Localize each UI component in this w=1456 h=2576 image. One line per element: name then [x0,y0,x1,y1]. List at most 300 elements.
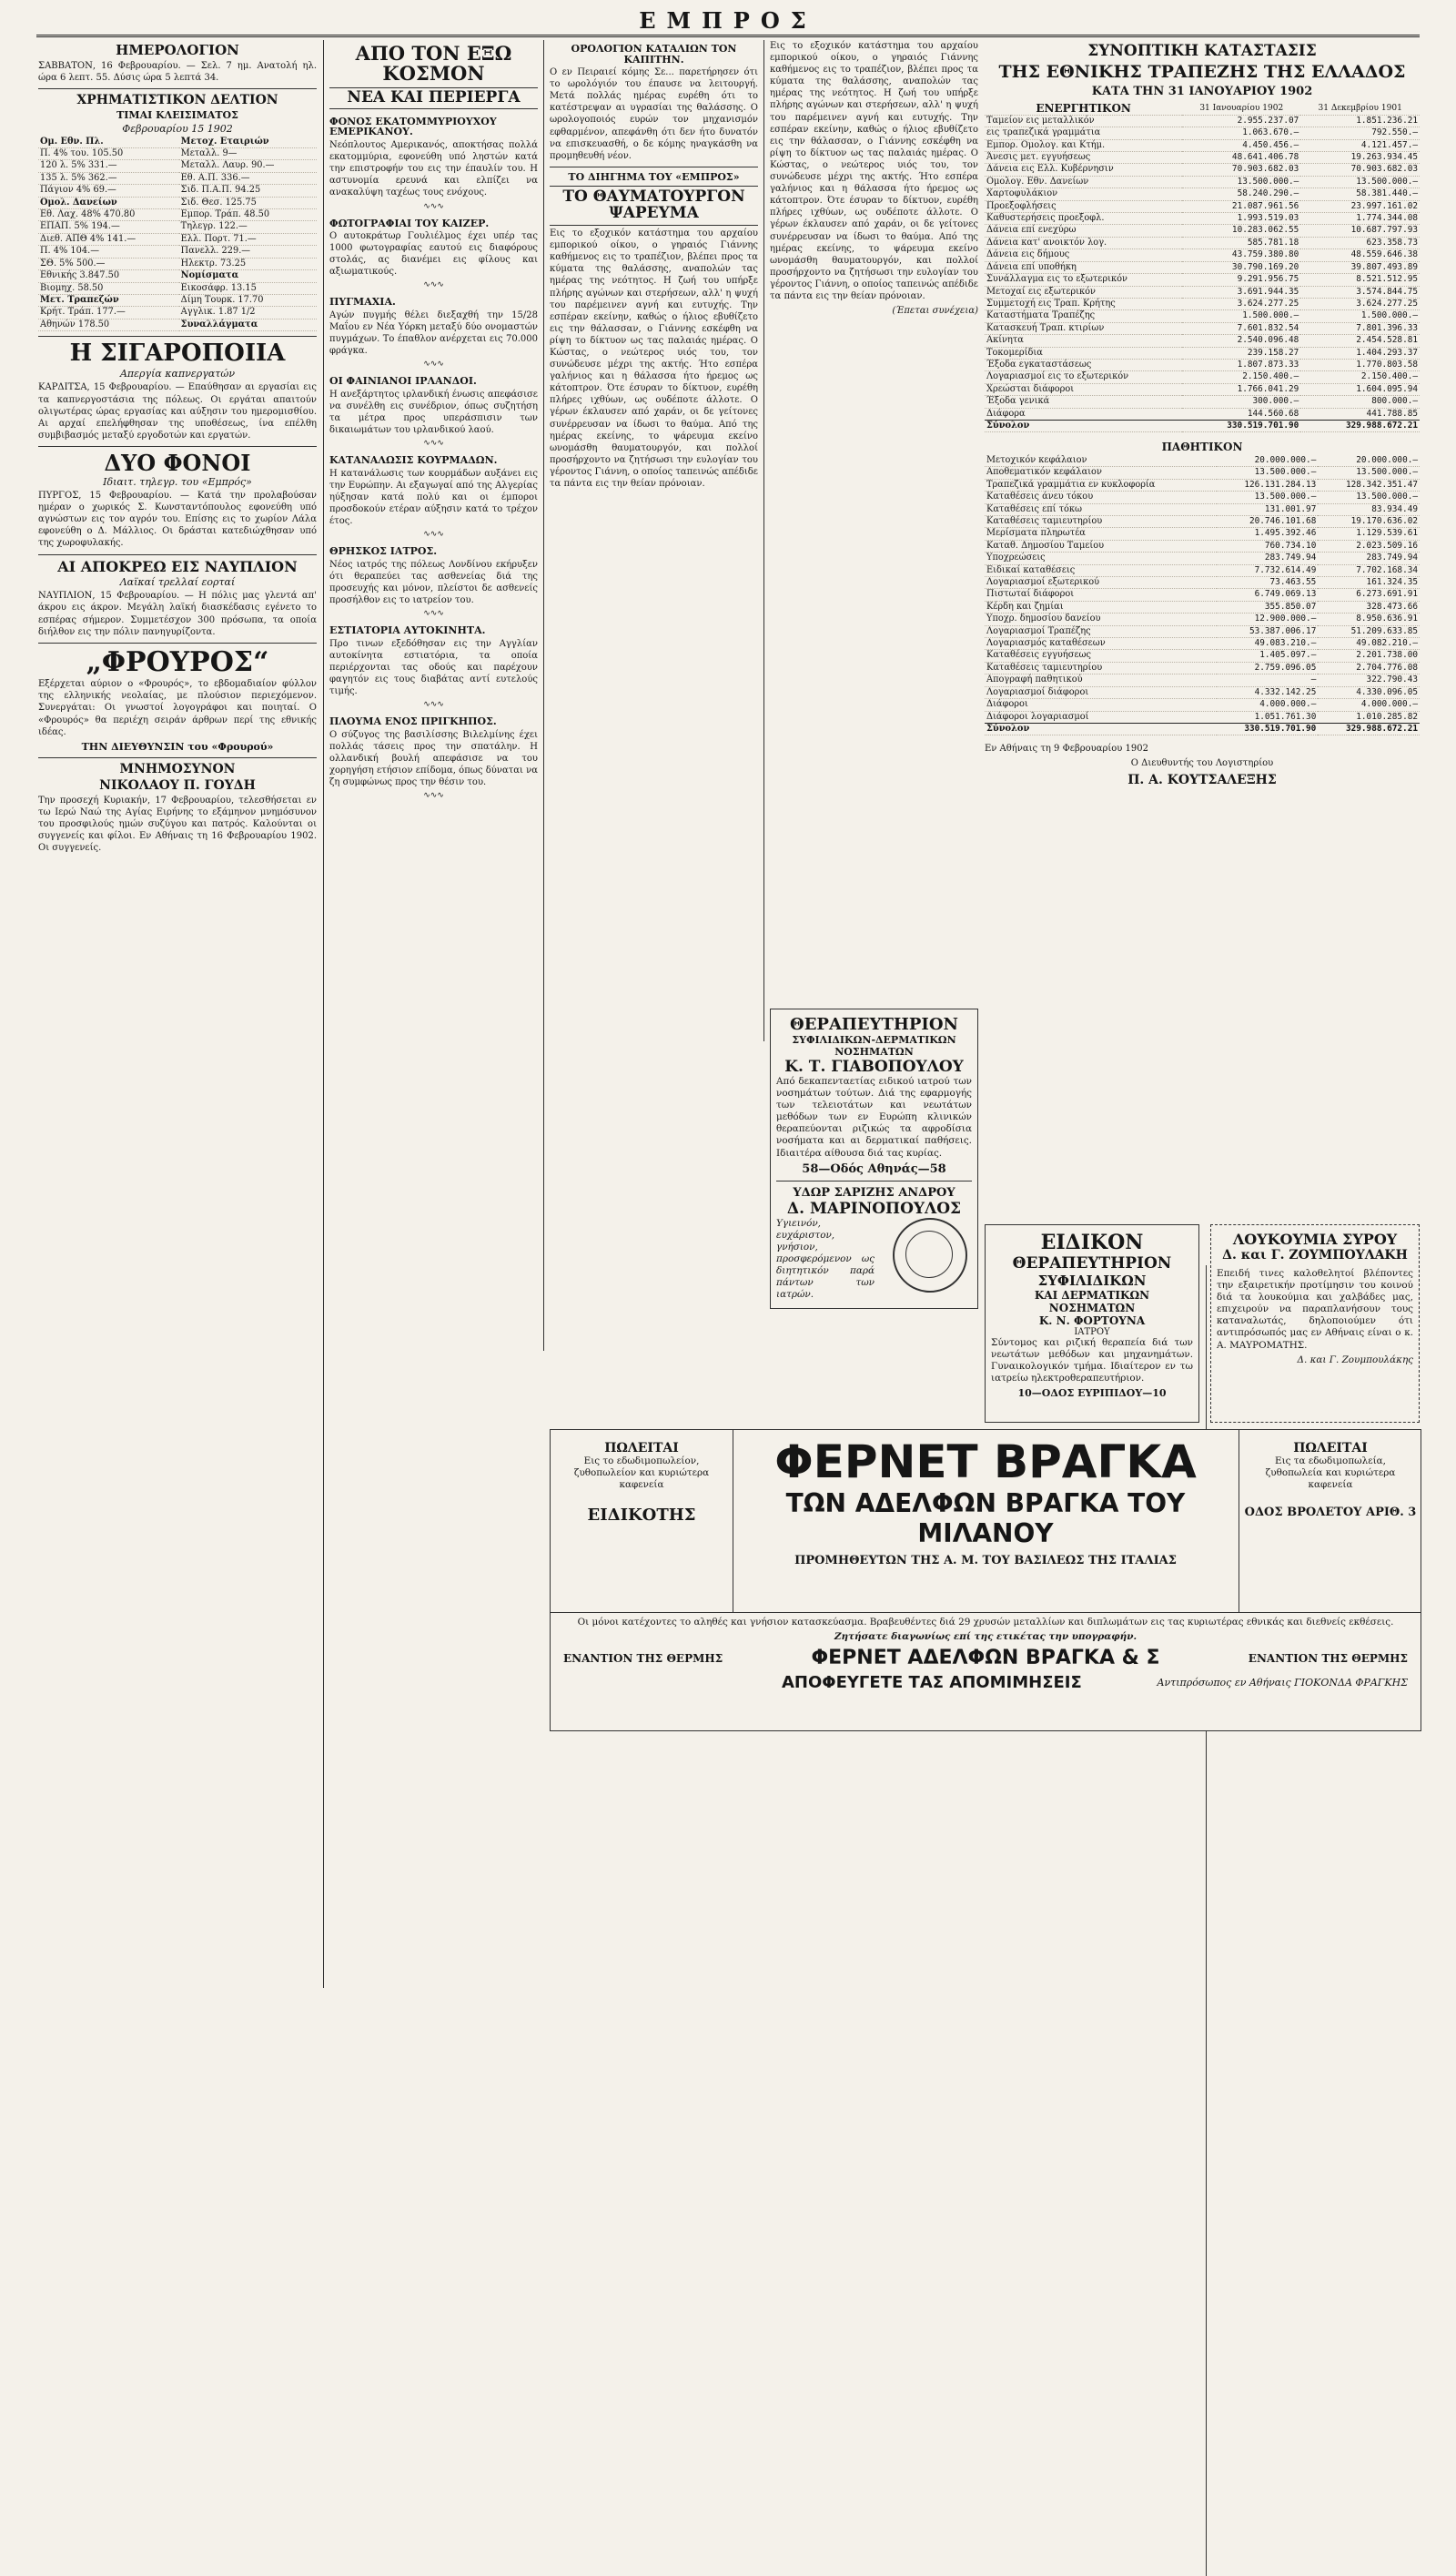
balance-row [985,540,1420,552]
balance-row [985,164,1420,176]
finance-cell: Ηλεκτρ. 73.25 [179,258,317,269]
balance-cell: Έξοδα εγκαταστάσεως [985,359,1182,370]
balance-cell: 13.500.000.— [1300,176,1420,188]
balance-cell: 1.500.000.— [1182,310,1300,322]
finance-row [38,209,317,221]
balance-cell: 4.121.457.— [1300,139,1420,151]
fernet-opposite-left: ΕΝΑΝΤΙΟΝ ΤΗΣ ΘΕΡΜΗΣ [563,1651,723,1665]
balance-cell: 131.001.97 [1217,503,1319,515]
balance-row [985,625,1420,637]
balance-cell: 585.781.18 [1182,237,1300,248]
balance-total-cell: Σύνολον [985,723,1217,735]
balance-cell: 12.900.000.— [1217,614,1319,625]
balance-row [985,225,1420,237]
column-3 [550,40,758,1041]
fernet-bottom [551,1612,1421,1730]
balance-cell: Μετοχικόν κεφάλαιον [985,455,1217,467]
balance-cell: 623.358.73 [1300,237,1420,248]
balance-cell: Έξοδα γενικά [985,396,1182,408]
ornament-divider-icon: ∿∿∿ [423,609,444,619]
balance-row [985,347,1420,359]
separator [38,336,317,337]
finance-cell: Εθ. Λαχ. 48% 470.80 [38,209,179,221]
clinic-fortouna-ad [985,1224,1199,1423]
balance-cell: Ειδικαί καταθέσεις [985,564,1217,576]
story-body: Εις το εξοχικόν κατάστημα του αρχαίου εμπορικού οίκου, ο γηραιός Γιάννης καθήμενος εις το τραπέζιον, βλέπει προς τα κύματα της θαλάσσης, αναπολών τας ημέρας της νεότητος. Η ζωή του υπήρξε πλήρης αγώνων και στερήσεων, αλλ' η ψυχή του παρέμεινεν αγνή και ευτυχής. Την εσπέραν εκείνην, καθώς ο ήλιος εβυθίζετο εις την θάλασσαν, ο Γιάννης εσκέφθη να ρίψη το δίκτυον ως τας παλαιάς ημέρας. Ο Κώστας, ο νεώτερος υιός του, τον συνώδευσε μέχρι της ακτής. Ήτο εσπέρα γαλήνιος και η θάλασσα ήτο ήρεμος ως κάτοπτρον. Ότε έσυραν το δίκτυον, ευρέθη πλήρες ιχθύων, ως ουδέποτε άλλοτε. Ο γέρων έκλαυσεν από χαράν, οι δε γείτονες συνέρρευσαν να ίδωσι το θαύμα. Από της ημέρας εκείνης, το ψάρευμα εκείνο ωνομάσθη θαυματουργόν, και πολλοί προσήρχοντο να ζητήσωσι την ευλογίαν του γέροντος Γιάννη, ο οποίος ταπεινώς απέδιδε τα πάντα εις την θείαν πρόνοιαν. [550,228,758,490]
fernet-sub: ΤΩΝ ΑΔΕΛΦΩΝ ΒΡΑΓΚΑ ΤΟΥ ΜΙΛΑΝΟΥ [785,1488,1186,1548]
balance-cell: Μετοχαί εις εξωτερικόν [985,286,1182,298]
balance-cell: Τραπεζικά γραμμάτια εν κυκλοφορία [985,479,1217,491]
sale-left [551,1430,733,1612]
sale2-title: ΠΩΛΕΙΤΑΙ [1293,1441,1368,1455]
balance-cell: 1.500.000.— [1300,310,1420,322]
balance-cell: 1.495.392.46 [1217,528,1319,540]
balance-cell: Προεξοφλήσεις [985,200,1182,212]
ornament-divider-icon: ∿∿∿ [423,530,444,540]
finance-row [38,172,317,184]
balance-heading-2: ΤΗΣ ΕΘΝΙΚΗΣ ΤΡΑΠΕΖΗΣ ΤΗΣ ΕΛΛΑΔΟΣ [998,61,1406,82]
sale1-brand: ΕΙΔΙΚΟΤΗΣ [587,1506,696,1526]
balance-row [985,298,1420,309]
finance-cell: Βιομηχ. 58.50 [38,282,179,294]
news-item-body: Ο αυτοκράτωρ Γουλιέλμος έχει υπέρ τας 1000 φωτογραφίας εαυτού εις διαφόρους στολάς, ας διανέμει εις φίλους και αξιωματικούς. [329,231,538,278]
balance-cell: Καταστήματα Τραπέζης [985,310,1182,322]
clinic1-sub: ΣΥΦΙΛΙΔΙΚΩΝ-ΔΕΡΜΑΤΙΚΩΝ ΝΟΣΗΜΑΤΩΝ [792,1034,956,1058]
fonoi-body: ΠΥΡΓΟΣ, 15 Φεβρουαρίου. — Κατά την προλαβούσαν ημέραν ο χωρικός Σ. Κωνσταντόπουλος εφονεύθη υπό αγνώστων εις τον αγρόν του. Επίσης εις το χωρίον Λάλα εφονεύθη ο Δ. Μάλλιος. Οι δράσται κατεδιώχθησαν υπό της χωροφυλακής. [38,491,317,549]
balance-cell: 83.934.49 [1318,503,1420,515]
news-item-title: ΦΩΤΟΓΡΑΦΙΑΙ ΤΟΥ ΚΑΙΖΕΡ. [329,217,490,229]
finance-row [38,233,317,245]
finance-cell: ΕΠΑΠ. 5% 194.— [38,221,179,233]
finance-cell: Μετοχ. Εταιριών [179,137,317,148]
balance-cell: 20.000.000.— [1318,455,1420,467]
finance-table [38,137,317,332]
balance-cell: Καταθέσεις ταμιευτηρίου [985,516,1217,528]
finance-cell: Σιδ. Θεσ. 125.75 [179,197,317,208]
finance-cell: Π. 4% του. 105.50 [38,148,179,160]
balance-row [985,492,1420,503]
balance-row [985,662,1420,674]
sweets-title: ΛΟΥΚΟΥΜΙΑ ΣΥΡΟΥ [1232,1231,1398,1248]
column-2 [329,40,538,1351]
liabilities-table [985,455,1420,735]
finance-row [38,319,317,330]
balance-cell: 1.129.539.61 [1318,528,1420,540]
balance-row [985,359,1420,370]
balance-cell: Υποχρεώσεις [985,553,1217,564]
balance-cell: 161.324.35 [1318,577,1420,589]
finance-cell: Εικοσάφρ. 13.15 [179,282,317,294]
balance-cell: 328.473.66 [1318,601,1420,613]
finance-cell: Νομίσματα [179,270,317,282]
separator [38,446,317,447]
balance-row [985,638,1420,650]
balance-cell: 2.023.509.16 [1318,540,1420,552]
news-item-body: Αγών πυγμής θέλει διεξαχθή την 15/28 Μαΐου εν Νέα Υόρκη μεταξύ δύο ονομαστών πυγμάχων. Το έπαθλον ανέρχεται εις 70.000 φράγκα. [329,309,538,357]
balance-cell: 1.851.236.21 [1300,115,1420,127]
balance-cell: 1.770.803.58 [1300,359,1420,370]
balance-cell: Συμμετοχή εις Τραπ. Κρήτης [985,298,1182,309]
balance-row [985,274,1420,286]
masthead-title: ΕΜΠΡΟΣ [639,7,817,34]
balance-cell: Δάνεια εις δήμους [985,249,1182,261]
finance-cell: Διεθ. ΑΠΘ 4% 141.— [38,233,179,245]
finance-cell: Πανελλ. 229.— [179,246,317,258]
news-item-body: Προ τινων εξεδόθησαν εις την Αγγλίαν αυτοκίνητα εστιατόρια, τα οποία περιέρχονται τας οδούς και παρέχουν φαγητόν εις τους διαβάτας αντί ευτελούς τιμής. [329,638,538,697]
balance-cell: 8.521.512.95 [1300,274,1420,286]
balance-cell: 760.734.10 [1217,540,1319,552]
finance-date: Φεβρουαρίου 15 1902 [122,122,233,135]
col-head-1: 31 Ιανουαρίου 1902 [1182,103,1300,115]
nea-perierga-heading: ΝΕΑ ΚΑΙ ΠΕΡΙΕΡΓΑ [329,87,538,109]
balance-cell: Καθυστερήσεις προεξοφλ. [985,213,1182,225]
balance-row [985,564,1420,576]
balance-cell: 73.463.55 [1217,577,1319,589]
balance-cell: 53.387.006.17 [1217,625,1319,637]
balance-cell: 4.000.000.— [1318,699,1420,711]
finance-cell: Εμπορ. Τράπ. 48.50 [179,209,317,221]
separator [38,88,317,89]
clinic2-sub2: ΚΑΙ ΔΕΡΜΑΤΙΚΩΝ ΝΟΣΗΜΑΤΩΝ [1034,1289,1150,1314]
finance-cell: Ομ. Εθν. Πλ. [38,137,179,148]
balance-cell: — [1217,674,1319,686]
finance-row [38,197,317,208]
fernet-body: Οι μόνοι κατέχοντες το αληθές και γνήσιον κατασκεύασμα. Βραβευθέντες διά 29 χρυσών μεταλλίων και διπλωμάτων εις τας κυριωτέρας εθνικάς και διεθνείς εκθέσεις. [577,1617,1394,1628]
balance-cell: 1.993.519.03 [1182,213,1300,225]
balance-cell: 322.790.43 [1318,674,1420,686]
clinic1-name: Κ. Τ. ΓΙΑΒΟΠΟΥΛΟΥ [784,1058,964,1076]
finance-row [38,258,317,269]
fonoi-sub: Ιδιαιτ. τηλεγρ. του «Εμπρός» [103,476,252,489]
balance-cell: 2.955.237.07 [1182,115,1300,127]
balance-cell: 7.801.396.33 [1300,322,1420,334]
sweets-body: Επειδή τινες καλοθελητοί βλέποντες την εξαιρετικήν προτίμησιν του κοινού διά τα λουκούμια και χαλβάδες μας, επιχειρούν να παραπλανήσουν τους καταναλωτάς, δηλοποιούμεν ότι αντιπρόσωπός μας εν Αθήναις είναι ο κ. Α. ΜΑΥΡΟΜΑΤΗΣ. [1217,1268,1413,1351]
separator [38,643,317,644]
balance-cell: Δάνεια εις Ελλ. Κυβέρνησιν [985,164,1182,176]
liabilities-label: ΠΑΘΗΤΙΚΟΝ [1161,441,1243,454]
balance-cell: Τοκομερίδια [985,347,1182,359]
clinic2-role: ΙΑΤΡΟΥ [1074,1327,1110,1337]
balance-cell: 70.903.682.03 [1300,164,1420,176]
balance-cell: 23.997.161.02 [1300,200,1420,212]
apokreo-sub: Λαϊκαί τρελλαί εορταί [119,576,236,589]
balance-cell: 3.691.944.35 [1182,286,1300,298]
balance-cell: 4.332.142.25 [1217,686,1319,698]
finance-cell: Δίμη Τουρκ. 17.70 [179,294,317,306]
balance-cell: 3.574.844.75 [1300,286,1420,298]
column-rule [763,40,764,1041]
news-item-body: Ο σύζυγος της βασιλίσσης Βιλελμίνης έχει πολλάς τάσεις προς την σπατάλην. Η ολλανδική βουλή απεφάσισε να του χορηγήση ετήσιον επίδομα, όπως δύναται να ζη συμφώνως προς την θέσιν του. [329,729,538,788]
balance-cell: Λογαριασμοί Τραπέζης [985,625,1217,637]
balance-row [985,115,1420,127]
phrouros-footer: ΤΗΝ ΔΙΕΥΘΥΝΣΙΝ του «Φρουρού» [81,740,274,753]
balance-row [985,601,1420,613]
column-rule [323,40,324,1988]
finance-cell: Τηλεγρ. 122.— [179,221,317,233]
balance-total-cell: 329.988.672.21 [1300,420,1420,431]
balance-cell: 1.807.873.33 [1182,359,1300,370]
balance-cell: Λογαριασμοί εξωτερικού [985,577,1217,589]
assets-table [985,103,1420,432]
balance-total-cell: Σύνολον [985,420,1182,431]
balance-heading-1: ΣΥΝΟΠΤΙΚΗ ΚΑΤΑΣΤΑΣΙΣ [1087,42,1317,60]
balance-cell: 1.010.285.82 [1318,711,1420,723]
column-1 [38,40,317,1988]
finance-row [38,294,317,306]
balance-cell: Διάφοροι λογαριασμοί [985,711,1217,723]
finance-cell: Σιδ. Π.Α.Π. 94.25 [179,185,317,197]
balance-row [985,188,1420,200]
balance-total-cell: 329.988.672.21 [1318,723,1420,735]
water-seal-inner-icon [905,1231,953,1278]
sale2-body: Εις τα εδωδιμοπωλεία, ζυθοπωλεία και κυριώτερα καφενεία [1265,1455,1396,1491]
balance-row [985,467,1420,479]
finance-cell: Ομολ. Δανείων [38,197,179,208]
balance-cell: 355.850.07 [1217,601,1319,613]
news-item-title: ΚΑΤΑΝΑΛΩΣΙΣ ΚΟΥΡΜΑΔΩΝ. [329,454,498,467]
balance-cell: 144.560.68 [1182,408,1300,420]
balance-cell: Πιστωταί διάφοροι [985,589,1217,601]
sale1-title: ΠΩΛΕΙΤΑΙ [604,1441,679,1455]
balance-cell: Δάνεια επί ενεχύρω [985,225,1182,237]
balance-cell: 49.082.210.— [1318,638,1420,650]
balance-cell: 792.550.— [1300,127,1420,139]
finance-heading: ΧΡΗΜΑΤΙΣΤΙΚΟΝ ΔΕΛΤΙΟΝ [76,92,278,107]
balance-cell: 30.790.169.20 [1182,261,1300,273]
balance-row [985,261,1420,273]
balance-row [985,310,1420,322]
balance-total-row [985,723,1420,735]
fernet-avoid: ΑΠΟΦΕΥΓΕΤΕ ΤΑΣ ΑΠΟΜΙΜΗΣΕΙΣ [782,1673,1082,1693]
balance-cell: Καταθέσεις επί τόκω [985,503,1217,515]
balance-cell: 20.000.000.— [1217,455,1319,467]
balance-cell: 1.405.097.— [1217,650,1319,662]
balance-cell: 3.624.277.25 [1300,298,1420,309]
balance-row [985,286,1420,298]
separator [38,757,317,758]
fernet-bottom-title: ΦΕΡΝΕΤ ΑΔΕΛΦΩΝ ΒΡΑΓΚΑ & Σ [811,1647,1160,1670]
news-item-title: ΘΡΗΣΚΟΣ ΙΑΤΡΟΣ. [329,545,438,558]
fernet-agent: Αντιπρόσωπος εν Αθήναις ΓΙΟΚΟΝΔΑ ΦΡΑΓΚΗΣ [1157,1677,1408,1689]
finance-row [38,221,317,233]
finance-cell: Μετ. Τραπεζών [38,294,179,306]
signature-name: Π. Α. ΚΟΥΤΣΑΛΕΞΗΣ [1127,772,1277,787]
clinic-giavopoulou-ad [770,1009,978,1309]
story-title: ΤΟ ΘΑΥΜΑΤΟΥΡΓΟΝ ΨΑΡΕΥΜΑ [550,186,758,226]
finance-row [38,270,317,282]
clinic2-title: ΕΙΔΙΚΟΝ [1040,1231,1144,1254]
balance-cell: Ακίνητα [985,335,1182,347]
balance-cell: Καταθέσεις άνευ τόκου [985,492,1217,503]
balance-cell: Μερίσματα πληρωτέα [985,528,1217,540]
balance-row [985,127,1420,139]
balance-row [985,152,1420,164]
balance-cell: 2.150.400.— [1300,371,1420,383]
ornament-divider-icon: ∿∿∿ [423,439,444,449]
clinic2-name: Κ. Ν. ΦΟΡΤΟΥΝΑ [1038,1314,1146,1327]
balance-row [985,249,1420,261]
balance-row [985,383,1420,395]
news-list [329,117,538,800]
balance-cell: 58.240.290.— [1182,188,1300,200]
balance-cell: Χρεώσται διάφοροι [985,383,1182,395]
balance-cell: 2.454.528.81 [1300,335,1420,347]
column-4 [770,40,978,1041]
balance-cell: Λογαριασμός καταθέσεων [985,638,1217,650]
balance-cell: 1.051.761.30 [1217,711,1319,723]
apokreo-heading: ΑΙ ΑΠΟΚΡΕΩ ΕΙΣ ΝΑΥΠΛΙΟΝ [57,557,298,575]
water-title: ΥΔΩΡ ΣΑΡΙΖΗΣ ΑΝΔΡΟΥ [793,1185,956,1200]
finance-cell: 120 λ. 5% 331.— [38,160,179,172]
balance-cell: Χαρτοφυλάκιον [985,188,1182,200]
balance-cell: 6.273.691.91 [1318,589,1420,601]
sweets-sign: Δ. και Γ. Ζουμπουλάκης [1297,1354,1413,1365]
balance-row [985,528,1420,540]
finance-cell: Συναλλάγματα [179,319,317,330]
balance-cell: 58.381.440.— [1300,188,1420,200]
balance-cell: Κέρδη και ζημίαι [985,601,1217,613]
balance-cell: 300.000.— [1182,396,1300,408]
finance-cell: Εθνικής 3.847.50 [38,270,179,282]
balance-cell: Λογαριασμοί διάφοροι [985,686,1217,698]
balance-row [985,371,1420,383]
balance-cell: 4.000.000.— [1217,699,1319,711]
finance-cell: Π. 4% 104.— [38,246,179,258]
balance-cell: 39.807.493.89 [1300,261,1420,273]
balance-cell: 239.158.27 [1182,347,1300,359]
balance-cell: Διάφορα [985,408,1182,420]
balance-row [985,213,1420,225]
balance-cell: 3.624.277.25 [1182,298,1300,309]
balance-cell: Ομολογ. Εθν. Δανείων [985,176,1182,188]
masthead [36,7,1420,37]
assets-label: ΕΝΕΡΓΗΤΙΚΟΝ [985,103,1182,115]
news-item-title: ΟΙ ΦΑΙΝΙΑΝΟΙ ΙΡΛΑΝΔΟΙ. [329,375,477,388]
balance-cell: 800.000.— [1300,396,1420,408]
balance-cell: 10.687.797.93 [1300,225,1420,237]
balance-cell: 49.083.210.— [1217,638,1319,650]
ornament-divider-icon: ∿∿∿ [423,201,444,211]
fernet-supplier: ΠΡΟΜΗΘΕΥΤΩΝ ΤΗΣ Α. Μ. ΤΟΥ ΒΑΣΙΛΕΩΣ ΤΗΣ ΙΤΑΛΙΑΣ [794,1554,1177,1567]
apokreo-body: ΝΑΥΠΛΙΟΝ, 15 Φεβρουαρίου. — Η πόλις μας γλεντά απ' άκρου εις άκρον. Μεγάλη λαϊκή διασκέδασις εγένετο το εσπέρας σήμερον. Συμμετέσχον 300 πρόσωπα, τα οποία διήλθον εις την πόλιν πανηγυρίζοντα. [38,591,317,637]
news-item-title: ΦΟΝΟΣ ΕΚΑΤΟΜΜΥΡΙΟΥΧΟΥ ΕΜΕΡΙΚΑΝΟΥ. [329,115,497,138]
balance-cell: 13.500.000.— [1217,492,1319,503]
balance-row [985,614,1420,625]
sale-right [1239,1430,1421,1612]
column-rule [543,40,544,1351]
finance-cell: Κρήτ. Τράπ. 177.— [38,307,179,319]
balance-cell: Καταθέσεις εγγυήσεως [985,650,1217,662]
ornament-divider-icon: ∿∿∿ [423,280,444,290]
clinic2-body: Σύντομος και ριζική θεραπεία διά των νεωτάτων μεθόδων και μηχανημάτων. Γυναικολογικόν τμήμα. Ιδιαίτερον εν τω ιατρείω ηλεκτροθεραπευτήριον. [991,1337,1193,1384]
loukoumia-ad [1210,1224,1420,1423]
balance-cell: Άνεσις μετ. εγγυήσεως [985,152,1182,164]
balance-cell: 21.087.961.56 [1182,200,1300,212]
balance-cell: 13.500.000.— [1318,467,1420,479]
balance-cell: 4.450.456.— [1182,139,1300,151]
ornament-divider-icon: ∿∿∿ [423,791,444,801]
water-name: Δ. ΜΑΡΙΝΟΠΟΥΛΟΣ [786,1199,962,1218]
balance-cell: 19.263.934.45 [1300,152,1420,164]
sigaropoiia-body: ΚΑΡΔΙΤΣΑ, 15 Φεβρουαρίου. — Επαύθησαν αι εργασίαι εις τα καπνεργοστάσια της πόλεως. Οι εργάται απαιτούν ολιγωτέρας ώρας εργασίας και αύξησιν του ημερομισθίου. Αι αρχαί επελήφθησαν της υποθέσεως, ίνα επέλθη συμβιβασμός μεταξύ εργοδοτών και εργατών. [38,382,317,441]
clinic2-title2: ΘΕΡΑΠΕΥΤΗΡΙΟΝ [1012,1254,1172,1273]
balance-cell: Υποχρ. δημοσίου δανείου [985,614,1217,625]
balance-row [985,200,1420,212]
balance-cell: 8.950.636.91 [1318,614,1420,625]
phrouros-body: Εξέρχεται αύριον ο «Φρουρός», το εβδομαδιαίον φύλλον της ελληνικής νεολαίας, με πλούσιον περιεχόμενον. Συνεργάται: Οι γνωστοί λογογράφοι και ποιηταί. Ο «Φρουρός» θα περιέχη σειράν άρθρων περί της εθνικής ιδέας. [38,679,317,737]
news-item-body: Νεόπλουτος Αμερικανός, αποκτήσας πολλά εκατομμύρια, εφονεύθη υπό ληστών κατά την επιστροφήν του εις την έπαυλίν του. Η αστυνομία ερευνά και ελπίζει να ανακαλύψη ταχέως τους ενόχους. [329,140,538,198]
balance-cell: 4.330.096.05 [1318,686,1420,698]
balance-cell: 51.209.633.85 [1318,625,1420,637]
balance-cell: 441.788.85 [1300,408,1420,420]
signature-role: Ο Διευθυντής του Λογιστηρίου [1130,758,1274,769]
news-item-body: Η ανεξάρτητος ιρλανδική ένωσις απεφάσισε να συνέλθη εις συνέδριον, όπως συζητήση τα μέτρα προς υπεράσπισιν των δικαιωμάτων του ιρλανδικού λαού. [329,389,538,436]
balance-cell: Απογραφή παθητικού [985,674,1217,686]
fernet-bottom-row [563,1647,1408,1669]
balance-cell: 9.291.956.75 [1182,274,1300,286]
calendar-text: ΣΑΒΒΑΤΟΝ, 16 Φεβρουαρίου. — Σελ. 7 ημ. Ανατολή ηλ. ώρα 6 λεπτ. 55. Δύσις ώρα 5 λεπτά 34. [38,60,317,83]
balance-row [985,335,1420,347]
balance-cell: 1.604.095.94 [1300,383,1420,395]
fernet-avoid-row [563,1673,1408,1692]
finance-row [38,246,317,258]
balance-row [985,237,1420,248]
sigaropoiia-heading: Η ΣΙΓΑΡΟΠΟΙΙΑ [69,340,286,368]
balance-cell: 7.732.614.49 [1217,564,1319,576]
news-item-body: Νέος ιατρός της πόλεως Λονδίνου εκήρυξεν ότι θεραπεύει τας ασθενείας διά της προσευχής και μόνον, πλείστοι δε ασθενείς προσήλθον εις το ιατρείον του. [329,559,538,606]
balance-row [985,686,1420,698]
finance-cell: Μεταλλ. 9— [179,148,317,160]
finance-cell: Μεταλλ. Λαυρ. 90.— [179,160,317,172]
finance-cell: Ελλ. Πορτ. 71.— [179,233,317,245]
finance-cell: Αθηνών 178.50 [38,319,179,330]
balance-total-cell: 330.519.701.90 [1217,723,1319,735]
balance-row [985,650,1420,662]
news-item-title: ΠΛΟΥΜΑ ΕΝΟΣ ΠΡΙΓΚΗΠΟΣ. [329,715,497,728]
phrouros-heading: „ΦΡΟΥΡΟΣ“ [86,645,269,678]
balance-cell: 2.704.776.08 [1318,662,1420,674]
balance-cell: εις τραπεζικά γραμμάτια [985,127,1182,139]
balance-total-cell: 330.519.701.90 [1182,420,1300,431]
balance-cell: Καταθέσεις ταμιευτηρίου [985,662,1217,674]
calendar-heading: ΗΜΕΡΟΛΟΓΙΟΝ [116,42,239,58]
balance-cell: 70.903.682.03 [1182,164,1300,176]
balance-cell: 2.759.096.05 [1217,662,1319,674]
finance-row [38,282,317,294]
balance-cell: 6.749.069.13 [1217,589,1319,601]
balance-row [985,674,1420,686]
news-item-title: ΕΣΤΙΑΤΟΡΙΑ ΑΥΤΟΚΙΝΗΤΑ. [329,624,486,637]
balance-cell: 7.702.168.34 [1318,564,1420,576]
sale1-body: Εις το εδωδιμοπωλείον, ζυθοπωλείον και κυριώτερα καφενεία [573,1455,710,1491]
balance-cell: Αποθεματικόν κεφάλαιον [985,467,1217,479]
clinic1-addr: 58—Οδός Αθηνάς—58 [802,1161,946,1176]
balance-cell: 2.540.096.48 [1182,335,1300,347]
story-continued: Εις το εξοχικόν κατάστημα του αρχαίου εμπορικού οίκου, ο γηραιός Γιάννης καθήμενος εις το τραπέζιον, βλέπει προς τα κύματα της θαλάσσης, αναπολών τας ημέρας της νεότητος. Η ζωή του υπήρξε πλήρης αγώνων και στερήσεων, αλλ' η ψυχή του παρέμεινεν αγνή και ευτυχής. Την εσπέραν εκείνην, καθώς ο ήλιος εβυθίζετο εις την θάλασσαν, ο Γιάννης εσκέφθη να ρίψη το δίκτυον ως τας παλαιάς ημέρας. Ο Κώστας, ο νεώτερος υιός του, τον συνώδευσε μέχρι της ακτής. Ήτο εσπέρα γαλήνιος και η θάλασσα ήτο ήρεμος ως κάτοπτρον. Ότε έσυραν το δίκτυον, ευρέθη πλήρες ιχθύων, ως ουδέποτε άλλοτε. Ο γέρων έκλαυσεν από χαράν, οι δε γείτονες συνέρρευσαν να ίδωσι το θαύμα. Από της ημέρας εκείνης, το ψάρευμα εκείνο ωνομάσθη θαυματουργόν, και πολλοί προσήρχοντο να ζητήσωσι την ευλογίαν του γέροντος Γιάννη, ο οποίος ταπεινώς απέδιδε τα πάντα εις την θείαν πρόνοιαν. [770,41,978,301]
balance-cell: 7.601.832.54 [1182,322,1300,334]
fernet-center [733,1430,1239,1612]
finance-cell: ΣΘ. 5% 500.— [38,258,179,269]
balance-row [985,503,1420,515]
finance-cell: Εθ. Α.Π. 336.— [179,172,317,184]
balance-cell: Ταμείον εις μεταλλικόν [985,115,1182,127]
balance-cell: Κατασκευή Τραπ. κτιρίων [985,322,1182,334]
balance-cell: 1.774.344.08 [1300,213,1420,225]
sale2-addr: ΟΔΟΣ ΒΡΟΛΕΤΟΥ ΑΡΙΘ. 3 [1244,1506,1417,1520]
balance-cell: Δάνεια κατ' ανοικτόν λογ. [985,237,1182,248]
news-item-title: ΠΥΓΜΑΧΙΑ. [329,296,396,309]
fernet-title: ΦΕΡΝΕΤ ΒΡΑΓΚΑ [774,1435,1197,1488]
